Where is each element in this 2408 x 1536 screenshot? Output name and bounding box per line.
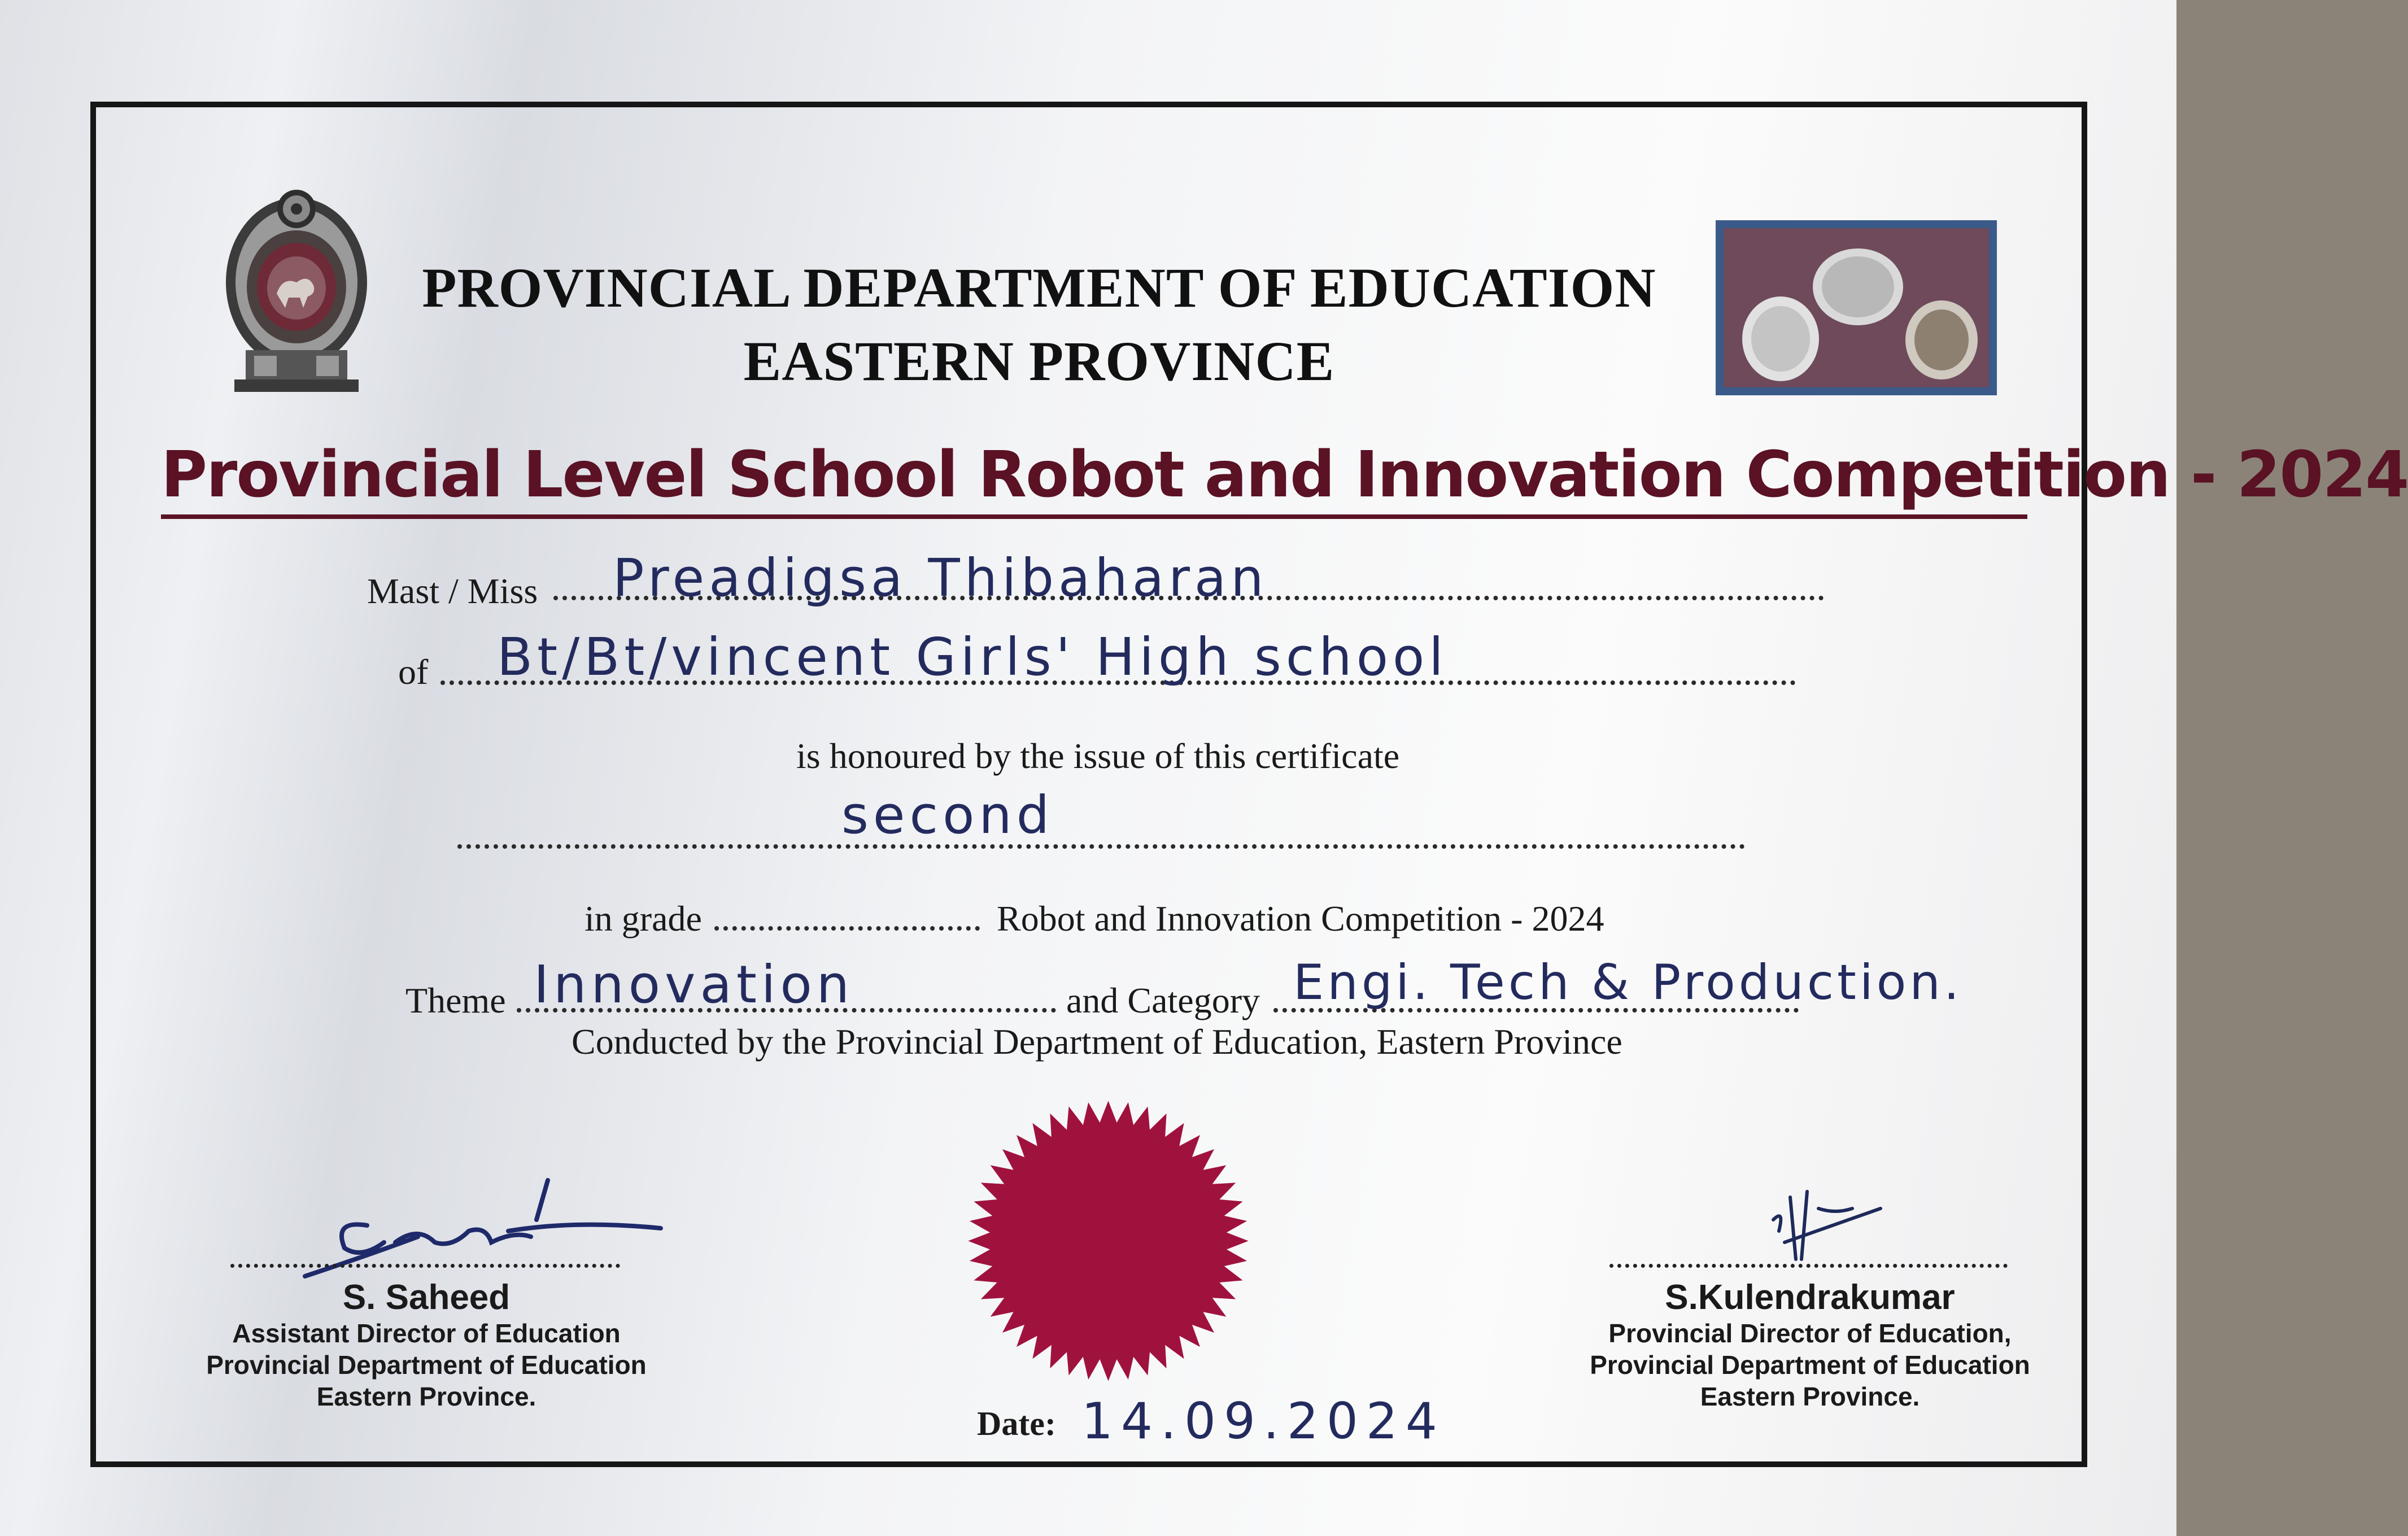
header-line1: PROVINCIAL DEPARTMENT OF EDUCATION: [422, 256, 1656, 319]
red-seal-icon: [960, 1093, 1257, 1389]
date-label: Date:: [977, 1405, 1056, 1442]
school-name: Bt/Bt/vincent Girls' High school: [497, 627, 1448, 687]
left-signatory-role3: Eastern Province.: [316, 1382, 536, 1412]
right-signatory-name: S.Kulendrakumar: [1665, 1278, 1955, 1317]
left-signatory-name: S. Saheed: [342, 1278, 511, 1317]
left-signature-line: [230, 1264, 620, 1268]
right-signatory: [1570, 1277, 2050, 1412]
honour-text: is honoured by the issue of this certificate: [796, 736, 1400, 776]
left-signatory-role1: Assistant Director of Education: [232, 1319, 621, 1348]
right-signatory-role1: Provincial Director of Education,: [1608, 1319, 2012, 1348]
of-label: of: [398, 652, 429, 692]
coin-stamp-icon: [1716, 220, 1997, 395]
place-value: second: [841, 785, 1054, 845]
left-signatory-role2: Provincial Department of Education: [206, 1350, 647, 1380]
category-value: Engi. Tech & Production.: [1293, 954, 1963, 1011]
right-signature-scribble: [1751, 1186, 1897, 1276]
left-signatory: [186, 1277, 666, 1412]
grade-dotted-line: [714, 926, 980, 931]
left-signature-scribble: [294, 1175, 678, 1288]
grade-label: in grade: [584, 898, 702, 939]
right-signature-line: [1609, 1264, 2008, 1268]
recipient-name: Preadigsa Thibaharan: [613, 548, 1268, 608]
header-line2: EASTERN PROVINCE: [743, 330, 1335, 392]
place-dotted-line: [457, 844, 1745, 849]
grade-suffix: Robot and Innovation Competition - 2024: [997, 898, 1604, 939]
category-label: and Category: [1066, 980, 1260, 1020]
right-signatory-role2: Provincial Department of Education: [1590, 1350, 2030, 1380]
theme-value: Innovation: [534, 954, 854, 1015]
state-emblem-icon: [223, 186, 370, 395]
theme-label: Theme: [405, 980, 506, 1020]
date-value: 14.09.2024: [1081, 1392, 1445, 1450]
conducted-by-text: Conducted by the Provincial Department of Education, Eastern Province: [572, 1022, 1622, 1062]
certificate-title: Provincial Level School Robot and Innovation Competition - 2024: [161, 440, 2027, 519]
right-signatory-role3: Eastern Province.: [1700, 1382, 1920, 1412]
prefix-label: Mast / Miss: [367, 571, 538, 611]
